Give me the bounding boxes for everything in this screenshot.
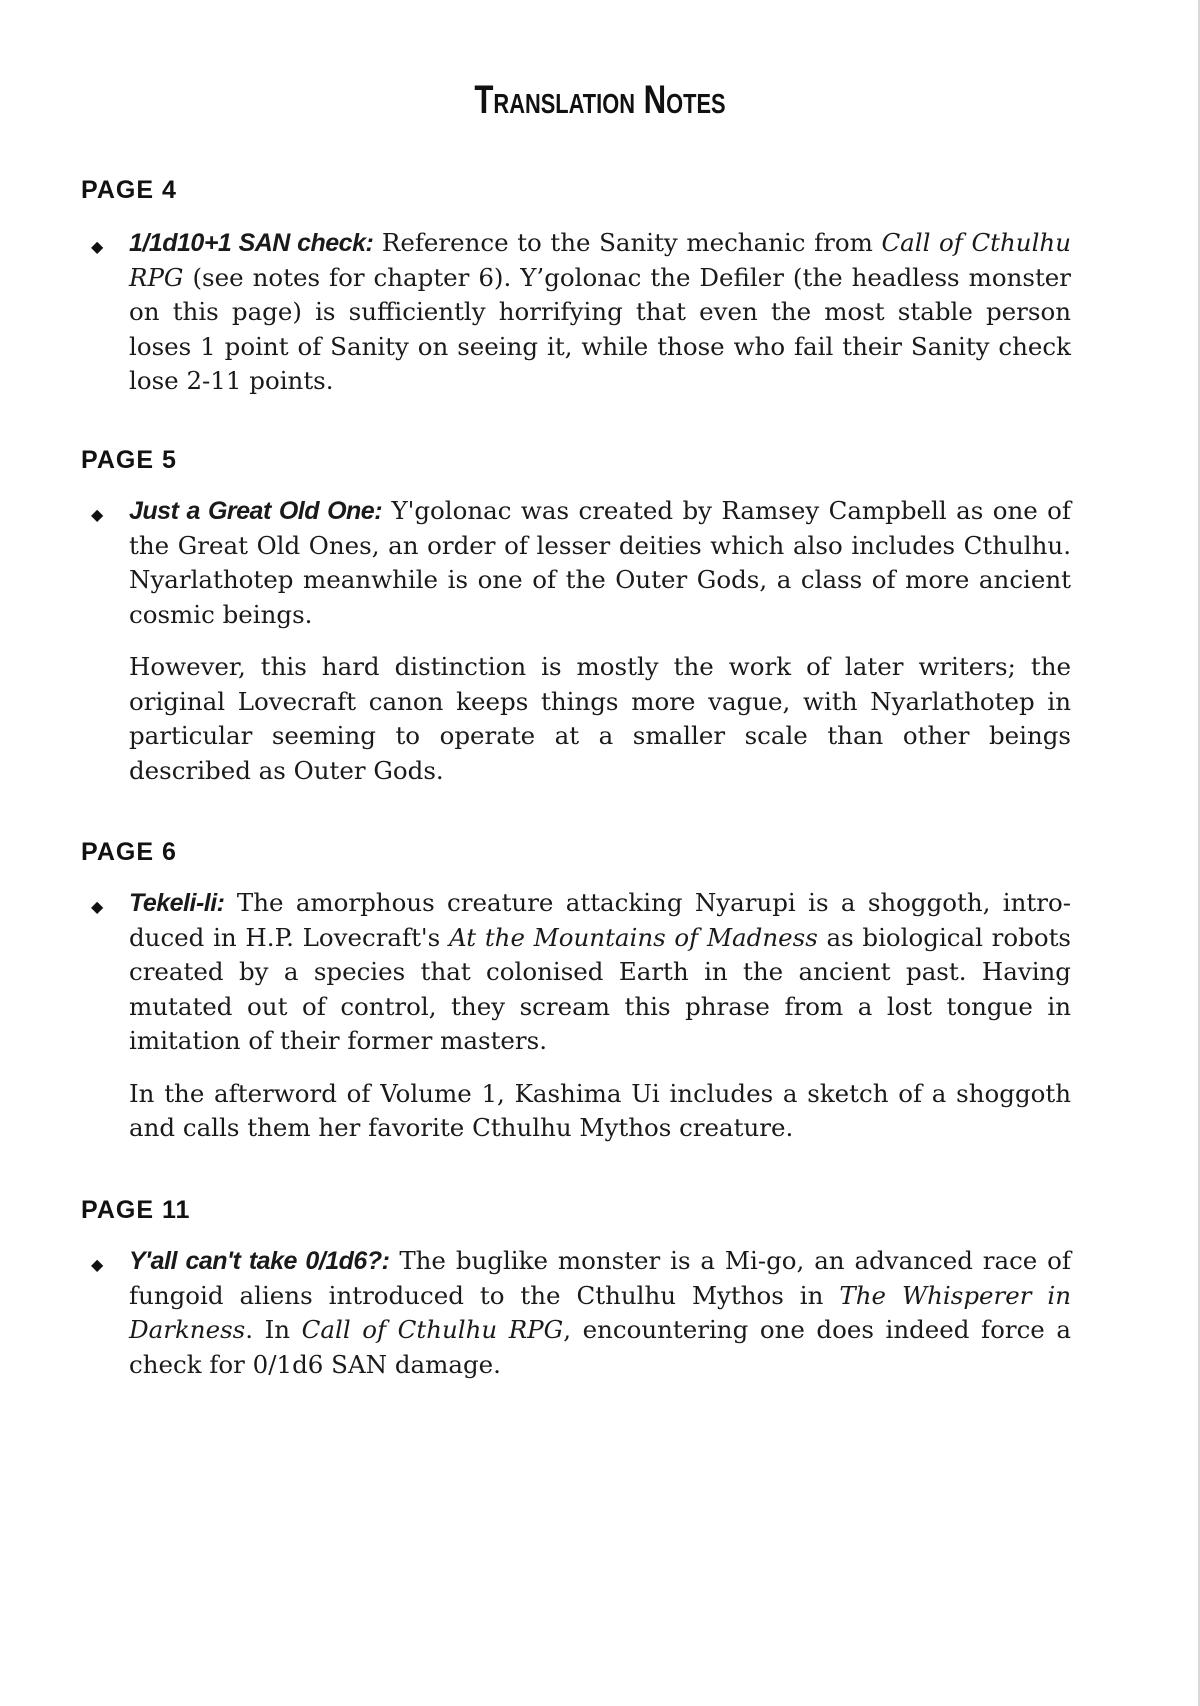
note-term: Tekeli-li: xyxy=(129,889,225,917)
bullet-diamond-icon: ◆ xyxy=(91,897,104,916)
note-term: Y'all can't take 0/1d6?: xyxy=(129,1247,390,1275)
note-entry-page-11 xyxy=(129,1244,1071,1400)
section-heading-page-5: PAGE 5 xyxy=(81,446,177,474)
bullet-diamond-icon: ◆ xyxy=(91,1255,104,1274)
note-text: as biological robots created by a species that colonised Earth in the ancient past. Having mutated out of control, they scream this phrase from a lost tongue in imitation of their former masters. xyxy=(129,922,1071,1055)
note-italic-title: The Whisperer in Darkness xyxy=(129,1280,1071,1344)
note-text: (see notes for chapter 6). Y’golonac the Defiler (the headless monster on this page) is sufficiently horrifying that even the most stable person loses 1 point of Sanity on seeing it, while those who fail their Sanity check lose 2-11 points. xyxy=(129,262,1071,395)
note-term: Just a Great Old One: xyxy=(129,497,383,525)
section-heading-page-6: PAGE 6 xyxy=(81,838,177,866)
note-text: Reference to the Sanity mechanic from xyxy=(373,228,882,257)
note-text: . In xyxy=(245,1315,302,1344)
note-italic-title: At the Mountains of Madness xyxy=(448,922,818,952)
page-title: Translation Notes xyxy=(474,78,726,122)
note-paragraph: In the afterword of Volume 1, Kashima Ui includes a sketch of a shoggoth and calls them her favorite Cthulhu Mythos creature. xyxy=(129,1078,1071,1142)
note-entry-page-4 xyxy=(129,226,1071,417)
note-paragraph: However, this hard distinction is mostly the work of later writers; the original Lovecraft canon keeps things more vague, with Nyarlathotep in particular seeming to operate at a smaller scale than other beings described as Outer Gods. xyxy=(129,652,1071,785)
note-italic-title: Call of Cthulhu RPG xyxy=(129,228,1071,292)
note-entry-page-6 xyxy=(129,886,1071,1164)
note-term: 1/1d10+1 SAN check: xyxy=(129,229,374,257)
note-text: Y'golonac was created by Ramsey Campbell as one of the Great Old Ones, an order of lesser deities which also includes Cthulhu. Nyarlathotep meanwhile is one of the Outer Gods, a class of more ancient cosmic beings. xyxy=(129,496,1071,629)
bullet-diamond-icon: ◆ xyxy=(91,505,104,524)
note-text: , encountering one does indeed force a check for 0/1d6 SAN damage. xyxy=(129,1315,1071,1379)
section-heading-page-11: PAGE 11 xyxy=(81,1196,191,1224)
note-text: The buglike monster is a Mi-go, an advanced race of fungoid aliens introduced to the Cthulhu Mythos in xyxy=(129,1246,1071,1310)
note-entry-page-5 xyxy=(129,494,1071,806)
bullet-diamond-icon: ◆ xyxy=(91,237,104,256)
note-italic-title: Call of Cthulhu RPG xyxy=(301,1315,564,1344)
section-heading-page-4: PAGE 4 xyxy=(81,176,177,204)
note-text: The amorphous creature attacking Nyarupi is a shoggoth, introduced in H.P. Lovecraft's xyxy=(129,888,1071,952)
